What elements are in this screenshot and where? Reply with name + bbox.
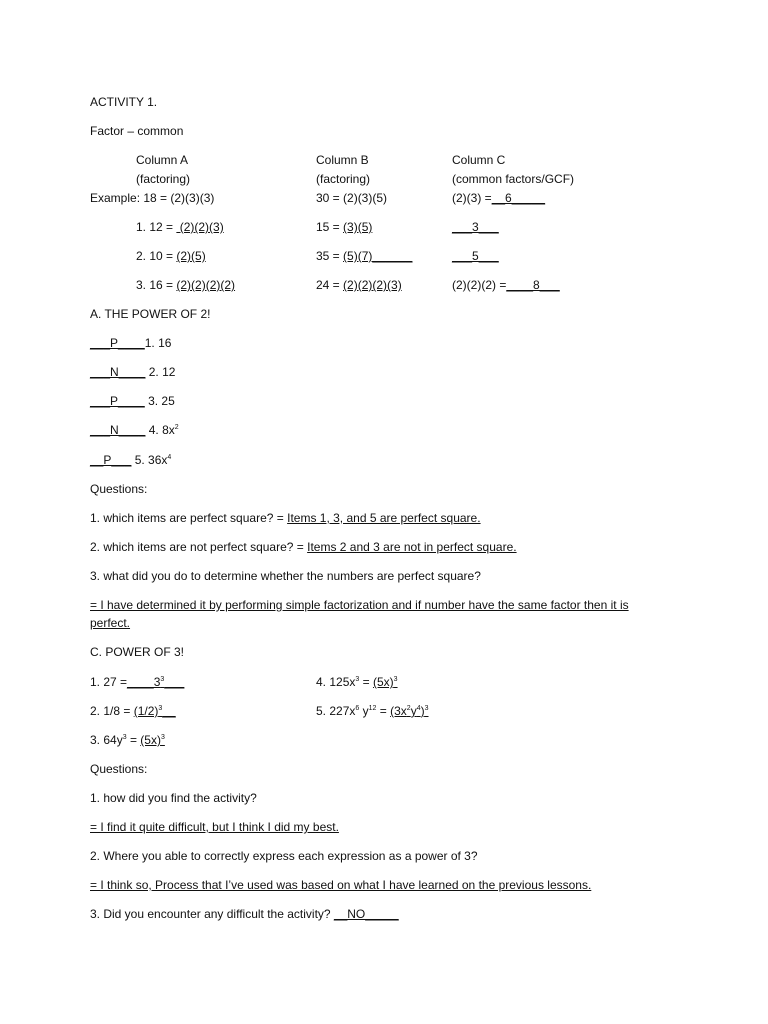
section-a-questions-label: Questions: <box>90 482 148 496</box>
power2-item-1-answer: ___P____ <box>90 336 145 350</box>
question-1-answer: Items 1, 3, and 5 are perfect square. <box>287 511 481 525</box>
row3-b-answer: (2)(2)(2)(3) <box>343 278 402 292</box>
row1-b-answer: (3)(5) <box>343 220 373 234</box>
example-c-prefix: (2)(3) = <box>452 191 492 205</box>
question-1-text: 1. which items are perfect square? = <box>90 511 288 525</box>
row3-column-b <box>316 278 402 293</box>
section-c-question-1: 1. how did you find the activity? <box>90 791 257 805</box>
power2-item-4 <box>90 423 179 438</box>
section-a-question-2 <box>90 540 517 555</box>
power3-item-5: 5. $227x^6$ $y^{12} = (3x^2y^4)^3$ <box>316 704 429 718</box>
question-3-answer-line-1: = I have determined it by performing simple factorization and if number have the same factor then it is <box>90 598 629 612</box>
section-a-question-1 <box>90 511 481 526</box>
column-a-header: Column A <box>136 153 189 167</box>
column-b-header: Column B <box>316 153 369 167</box>
row2-column-b <box>316 249 412 264</box>
section-c-question-3 <box>90 907 399 922</box>
power3-item-4: 4. $125x^3 = (5x)^3$ <box>316 675 398 689</box>
power2-item-5-exponent: 4 <box>167 454 172 461</box>
example-column-b: 30 = (2)(3)(5) <box>316 191 388 205</box>
row1-column-b <box>316 220 372 235</box>
row1-c-answer: ___3___ <box>452 220 499 234</box>
row2-a-prefix: 2. 10 = <box>136 249 177 263</box>
column-c-subheader: (common factors/GCF) <box>452 172 575 186</box>
section-a-heading: A. THE POWER OF 2! <box>90 307 211 321</box>
power2-item-5 <box>90 453 171 468</box>
row3-column-a <box>136 278 235 293</box>
question-2-text: 2. which items are not perfect square? = <box>90 540 308 554</box>
power2-item-3-text: 3. 25 <box>144 394 175 408</box>
section-c-heading: C. POWER OF 3! <box>90 645 185 659</box>
row3-b-prefix: 24 = <box>316 278 344 292</box>
section-c-questions-label: Questions: <box>90 762 148 776</box>
power2-item-4-exponent: 2 <box>174 424 179 431</box>
section-c-question-2: 2. Where you able to correctly express each expression as a power of 3? <box>90 849 478 863</box>
example-c-answer: __6_____ <box>491 191 546 205</box>
row2-a-answer: (2)(5) <box>176 249 206 263</box>
row1-b-prefix: 15 = <box>316 220 344 234</box>
question-3-difficulty-text: 3. Did you encounter any difficult the activity? <box>90 907 334 921</box>
row2-c-answer: ___5___ <box>452 249 499 263</box>
example-column-c <box>452 191 545 206</box>
row2-b-prefix: 35 = <box>316 249 344 263</box>
power2-item-2 <box>90 365 175 380</box>
question-2-answer: Items 2 and 3 are not in perfect square. <box>307 540 517 554</box>
power3-item-1: 1. $27 =\_\_\_\_3^3\_\_\_$ <box>90 675 185 689</box>
column-c-header: Column C <box>452 153 506 167</box>
column-a-subheader: (factoring) <box>136 172 191 186</box>
power2-item-4-text: 4. 8x <box>145 423 175 437</box>
power2-item-2-answer: ___N____ <box>90 365 146 379</box>
column-b-subheader: (factoring) <box>316 172 371 186</box>
row3-column-c <box>452 278 560 293</box>
row3-c-prefix: (2)(2)(2) = <box>452 278 507 292</box>
question-3-difficulty-answer: __NO_____ <box>333 907 399 921</box>
section-a-question-3: 3. what did you do to determine whether the numbers are perfect square? <box>90 569 481 583</box>
row1-a-answer: (2)(2)(3) <box>176 220 224 234</box>
row2-b-answer: (5)(7)______ <box>343 249 413 263</box>
power2-item-5-text: 5. 36x <box>131 453 168 467</box>
power2-item-1 <box>90 336 171 351</box>
row2-column-c <box>452 249 499 264</box>
question-3-answer-line-2: perfect. <box>90 616 131 630</box>
activity-title: ACTIVITY 1. <box>90 95 158 109</box>
section-c-answer-1: = I find it quite difficult, but I think I did my best. <box>90 820 339 834</box>
power3-item-2: 2. $1/8 = (1/2)^3\_\_$ <box>90 704 176 718</box>
row2-column-a <box>136 249 206 264</box>
power2-item-4-answer: ___N____ <box>90 423 146 437</box>
power2-item-2-text: 2. 12 <box>145 365 176 379</box>
power2-item-3-answer: ___P____ <box>90 394 145 408</box>
section-c-answer-2: = I think so, Process that I’ve used was based on what I have learned on the previous lessons. <box>90 878 592 892</box>
row3-c-answer: ____8___ <box>506 278 560 292</box>
row3-a-prefix: 3. 16 = <box>136 278 177 292</box>
power2-item-5-answer: __P___ <box>90 453 132 467</box>
row1-a-prefix: 1. 12 = <box>136 220 177 234</box>
row3-a-answer: (2)(2)(2)(2) <box>176 278 236 292</box>
power2-item-3 <box>90 394 175 409</box>
row1-column-a <box>136 220 224 235</box>
subtitle: Factor – common <box>90 124 184 138</box>
row1-column-c <box>452 220 499 235</box>
power3-item-3: 3. $64y^3 = (5x)^3$ <box>90 733 165 747</box>
power2-item-1-text: 1. 16 <box>144 336 172 350</box>
example-column-a: Example: 18 = (2)(3)(3) <box>90 191 215 205</box>
